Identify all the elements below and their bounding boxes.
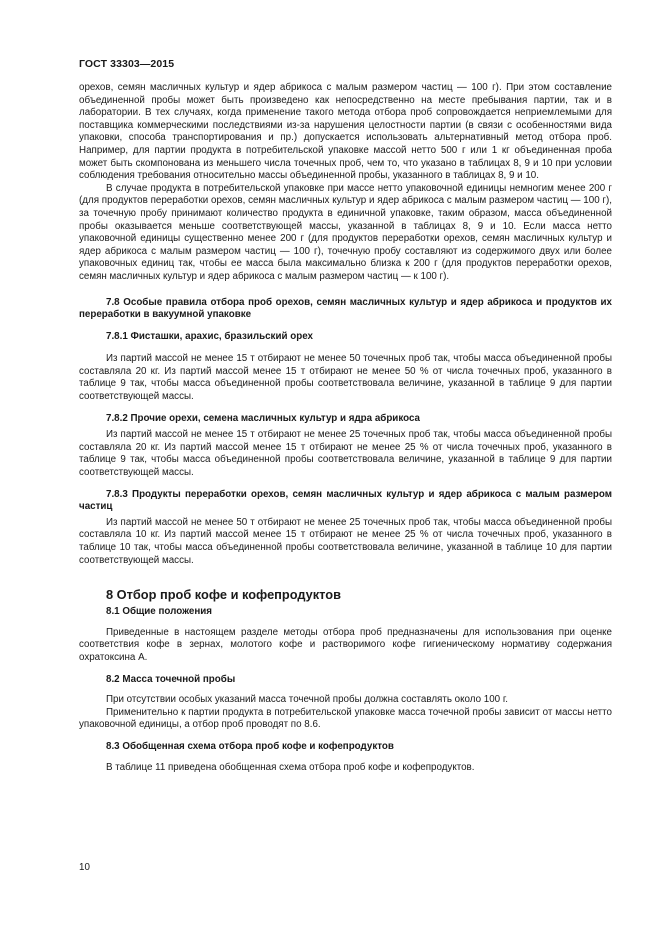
section-heading-8-2: 8.2 Масса точечной пробы	[106, 673, 236, 685]
paragraph: При отсутствии особых указаний масса точечной пробы должна составлять около 100 г.	[106, 694, 508, 706]
section-heading-8-1: 8.1 Общие положения	[106, 606, 213, 618]
section-heading-7-8-3: 7.8.3 Продукты переработки орехов, семян масличных культур и ядер абрикоса с малым размером частиц	[79, 488, 612, 513]
section-heading-7-8-2: 7.8.2 Прочие орехи, семена масличных культур и ядра абрикоса	[106, 412, 420, 424]
section-heading-8-3: 8.3 Обобщенная схема отбора проб кофе и кофепродуктов	[106, 740, 394, 752]
paragraph: Из партий массой не менее 15 т отбирают не менее 50 точечных проб так, чтобы масса объединенной пробы составляла 20 кг. Из партий массой менее 15 т отбирают не менее 50 % от числа точечных проб, указанного в таблице 9 так, чтобы масса объединенной пробы соответствовала величине, указанной в таблице 9 для партии соответствующей массы.	[79, 353, 612, 403]
section-heading-7-8: 7.8 Особые правила отбора проб орехов, семян масличных культур и ядер абрикоса и продуктов их переработки в вакуумной упаковке	[79, 296, 612, 321]
section-heading-7-8-1: 7.8.1 Фисташки, арахис, бразильский орех	[106, 330, 313, 342]
paragraph: В случае продукта в потребительской упаковке при массе нетто упаковочной единицы немногим менее 200 г (для продуктов переработки орехов, семян масличных культур и ядер абрикоса с малым размером частиц — 100 г), за точечную пробу принимают количество продукта в единичной упаковке, таким образом, масса объединенной пробы оказывается меньше соответствующей массы, указанной в таблицах 8, 9 и 10. Если масса нетто упаковочной единицы существенно менее 200 г (для продуктов переработки орехов, семян масличных культур и ядер абрикоса с малым размером частиц — 100 г), точечную пробу составляют из содержимого двух или более упаковочных единиц так, чтобы ее масса была максимально близка к 200 г (для продуктов переработки орехов, семян масличных культур и ядер абрикоса с малым размером частиц — к 100 г).	[79, 182, 612, 282]
paragraph: Применительно к партии продукта в потребительской упаковке масса точечной пробы зависит от массы нетто упаковочной единицы, а отбор проб проводят по 8.6.	[79, 706, 612, 731]
document-header: ГОСТ 33303—2015	[79, 58, 175, 70]
paragraph: Из партий массой не менее 15 т отбирают не менее 25 точечных проб так, чтобы масса объединенной пробы составляла 20 кг. Из партий массой менее 15 т отбирают не менее 25 % от числа точечных проб, указанного в таблице 9 так, чтобы масса объединенной пробы соответствовала величине, указанной в таблице 9 для партии соответствующей массы.	[79, 429, 612, 479]
paragraph: орехов, семян масличных культур и ядер абрикоса с малым размером частиц — 100 г). При этом составление объединенной пробы может быть произведено как непосредственно на месте пребывания партии, так и в лаборатории. В тех случаях, когда применение такого метода отбора проб сопровождается неприемлемыми для поставщика коммерческими последствиями из-за нарушения целостности партии (в связи с особенностями вида упаковки, способа транспортирования и пр.) допускается использовать альтернативный метод отбора проб. Например, для партии продукта в потребительской упаковке массой нетто 500 г или 1 кг объединенная проба может быть скомпонована из меньшего числа точечных проб, чем то, что указано в таблицах 8, 9 и 10 при условии соблюдения требования относительно массы объединенной пробы, указанного в таблицах 8, 9 и 10.	[79, 82, 612, 182]
section-heading-8: 8 Отбор проб кофе и кофепродуктов	[106, 587, 341, 603]
paragraph: Из партий массой не менее 50 т отбирают не менее 25 точечных проб так, чтобы масса объединенной пробы составляла 10 кг. Из партий массой менее 15 т отбирают не менее 25 % от числа точечных проб, указанного в таблице 10 так, чтобы масса объединенной пробы соответствовала величине, указанной в таблице 10 для партии соответствующей массы.	[79, 516, 612, 566]
page-number: 10	[79, 862, 90, 873]
document-body	[79, 82, 612, 774]
paragraph: В таблице 11 приведена обобщенная схема отбора проб кофе и кофепродуктов.	[106, 761, 475, 773]
paragraph: Приведенные в настоящем разделе методы отбора проб предназначены для использования при оценке соответствия кофе в зернах, молотого кофе и растворимого кофе гигиеническому нормативу содержания охратоксина А.	[79, 626, 612, 663]
